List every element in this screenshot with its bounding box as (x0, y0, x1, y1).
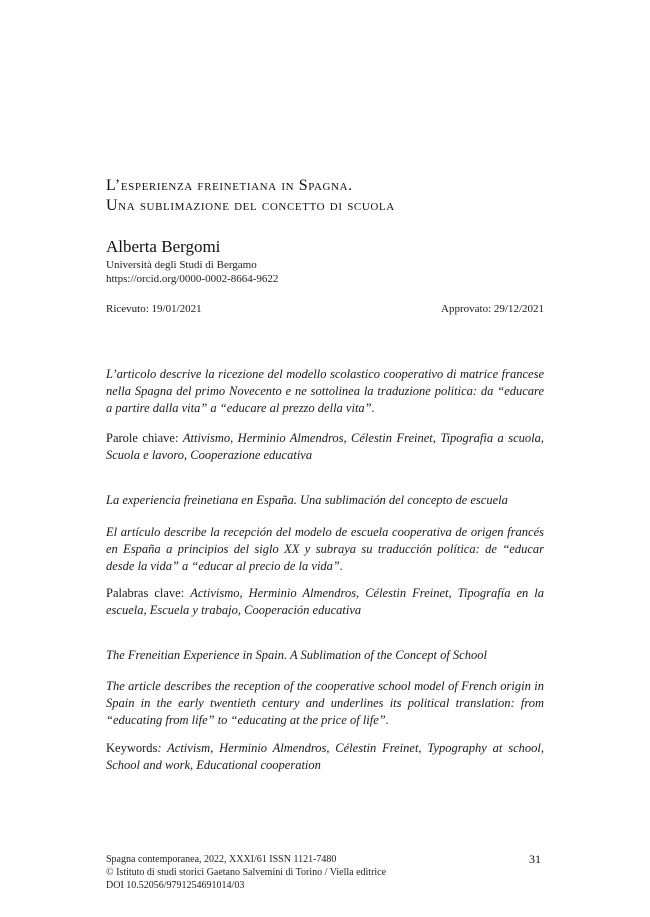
copyright-notice: © Istituto di studi storici Gaetano Salvemini di Torino / Viella editrice (106, 867, 387, 878)
submission-dates (106, 302, 544, 316)
keywords-values: Attivismo, Herminio Almendros, Célestin Freinet, Tipografia a scuola, Scuola e lavoro, Cooperazione educativa (106, 431, 544, 462)
keywords-label: Keywords (106, 741, 158, 755)
author-name: Alberta Bergomi (106, 237, 221, 256)
doi: DOI 10.52056/9791254691014/03 (106, 880, 245, 891)
keywords-spanish (106, 585, 544, 619)
abstract-italian: L’articolo descrive la ricezione del modello scolastico cooperativo di matrice francese nella Spagna del primo Novecento e ne sottolinea la traduzione politica: da “educare a partire dalla vita” a “educare al prezzo della vita”. (106, 367, 544, 415)
keywords-italian (106, 430, 544, 464)
keywords-english (106, 740, 544, 774)
article-title (106, 176, 544, 216)
keywords-label: Parole chiave: (106, 431, 183, 445)
page-footer (106, 853, 544, 892)
journal-info: Spagna contemporanea, 2022, XXXI/61 ISSN 1121-7480 (106, 854, 337, 865)
keywords-label: Palabras clave: (106, 586, 191, 600)
author-block (106, 236, 544, 286)
received-date: Ricevuto: 19/01/2021 (106, 303, 202, 315)
abstract-spanish: El artículo describe la recepción del modelo de escuela cooperativa de origen francés en España a principios del siglo XX y subraya su traducción política: de “educar desde la vida” a “educar al precio de la vida”. (106, 525, 544, 573)
title-line-1: L’esperienza freinetiana in Spagna. (106, 177, 353, 194)
title-line-2: Una sublimazione del concetto di scuola (106, 197, 395, 214)
author-orcid-link[interactable]: https://orcid.org/0000-0002-8664-9622 (106, 273, 279, 285)
title-english: The Freneitian Experience in Spain. A Sublimation of the Concept of School (106, 648, 487, 662)
keywords-values: : Activism, Herminio Almendros, Célestin Freinet, Typography at school, School and work, Educational cooperation (106, 741, 544, 772)
title-spanish: La experiencia freinetiana en España. Una sublimación del concepto de escuela (106, 493, 508, 507)
abstract-english: The article describes the reception of the cooperative school model of French origin in Spain in the early twentieth century and underlines its political translation: from “educating from life” to “educating at the price of life”. (106, 679, 544, 727)
page-number: 31 (529, 852, 541, 866)
keywords-values: Activismo, Herminio Almendros, Célestin Freinet, Tipografía en la escuela, Escuela y trabajo, Cooperación educativa (106, 586, 544, 617)
approved-date: Approvato: 29/12/2021 (441, 303, 544, 315)
author-affiliation: Università degli Studi di Bergamo (106, 259, 257, 271)
